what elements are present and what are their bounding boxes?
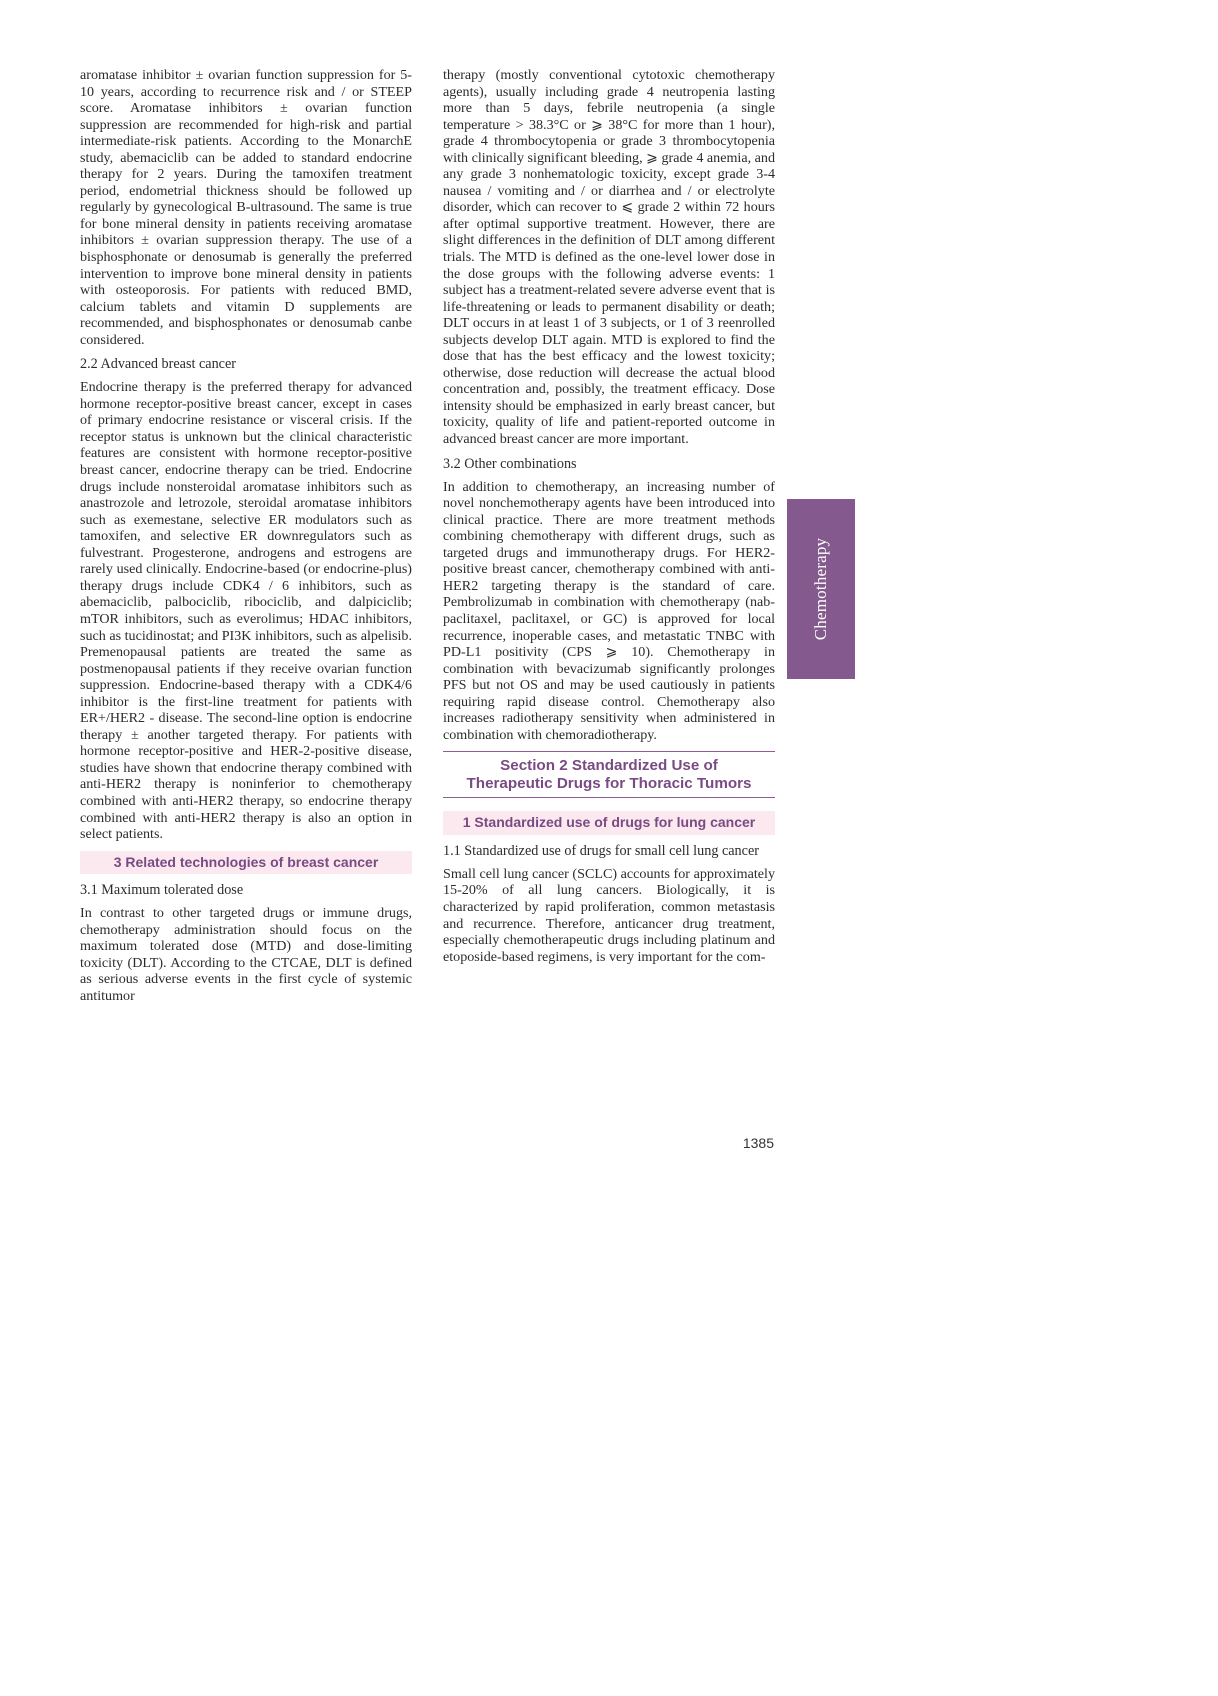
section-title-line-1: Section 2 Standardized Use of <box>500 757 718 775</box>
right-column <box>443 67 775 973</box>
left-column <box>80 67 412 1012</box>
heading-small-cell-lung-cancer: 1.1 Standardized use of drugs for small cell lung cancer <box>443 842 759 859</box>
paragraph-other-combinations: In addition to chemotherapy, an increasing number of novel nonchemotherapy agents have been introduced into clinical practice. There are more treatment methods combining chemotherapy with different drugs, such as targeted drugs and immunotherapy drugs. For HER2-positive breast cancer, chemotherapy combined with anti-HER2 targeting therapy is the standard of care. Pembrolizumab in combination with chemotherapy (nab-paclitaxel, paclitaxel, or GC) is approved for local recurrence, inoperable cases, and metastatic TNBC with PD-L1 positivity (CPS ⩾ 10). Chemotherapy in combination with bevacizumab significantly prolonges PFS but not OS and may be used cautiously in patients requiring rapid disease control. Chemotherapy also increases radiotherapy sensitivity when administered in combination with chemoradiotherapy. <box>443 478 775 743</box>
heading-other-combinations: 3.2 Other combinations <box>443 455 577 472</box>
paragraph-dlt-definition: therapy (mostly conventional cytotoxic chemotherapy agents), usually including grade 4 neutropenia lasting more than 5 days, febrile neutropenia (a single temperature > 38.3°C or ⩾ 38°C for more than 1 hour), grade 4 thrombocytopenia or grade 3 thrombocytopenia with clinically significant bleeding, ⩾ grade 4 anemia, and any grade 3 nonhematologic toxicity, except grade 3-4 nausea / vomiting and / or diarrhea and / or electrolyte disorder, which can recover to ⩽ grade 2 within 72 hours after optimal supportive treatment. However, there are slight differences in the definition of DLT among different trials. The MTD is defined as the one-level lower dose in the dose groups with the following adverse events: 1 subject has a treatment-related severe adverse event that is life-threatening or leads to permanent disability or death; DLT occurs in at least 1 of 3 subjects, or 1 of 3 reenrolled subjects develop DLT again. MTD is explored to find the dose that has the best efficacy and the lowest toxicity; otherwise, dose reduction will decrease the actual blood concentration and, possibly, the treatment efficacy. Dose intensity should be emphasized in early breast cancer, but toxicity, quality of life and patient-reported outcome in advanced breast cancer are more important. <box>443 67 775 448</box>
section-title-line-2: Therapeutic Drugs for Thoracic Tumors <box>466 775 752 793</box>
heading-related-technologies: 3 Related technologies of breast cancer <box>80 851 412 875</box>
heading-lung-cancer-drugs: 1 Standardized use of drugs for lung cancer <box>443 811 775 835</box>
chapter-side-tab-label: Chemotherapy <box>811 537 831 641</box>
paragraph-advanced-breast-cancer: Endocrine therapy is the preferred therapy for advanced hormone receptor-positive breast cancer, except in cases of primary endocrine resistance or visceral crisis. If the receptor status is unknown but the clinical characteristic features are consistent with hormone receptor-positive breast cancer, endocrine therapy can be tried. Endocrine drugs include nonsteroidal aromatase inhibitors such as anastrozole and letrozole, steroidal aromatase inhibitors such as exemestane, selective ER modulators such as tamoxifen, and selective ER downregulators such as fulvestrant. Progesterone, androgens and estrogens are rarely used clinically. Endocrine-based (or endocrine-plus) therapy drugs include CDK4 / 6 inhibitors, such as abemaciclib, palbociclib, ribociclib, and dalpiciclib; mTOR inhibitors, such as everolimus; HDAC inhibitors, such as tucidinostat; and PI3K inhibitors, such as alpelisib. Premenopausal patients are treated the same as postmenopausal patients if they receive ovarian function suppression. Endocrine-based therapy with a CDK4/6 inhibitor is the first-line treatment for patients with ER+/HER2 - disease. The second-line option is endocrine therapy ± another targeted therapy. For patients with hormone receptor-positive and HER-2-positive disease, studies have shown that endocrine therapy combined with anti-HER2 therapy is noninferior to chemotherapy combined with anti-HER2 therapy, so endocrine therapy combined with anti-HER2 therapy is also an option in select patients. <box>80 379 412 843</box>
heading-advanced-breast-cancer: 2.2 Advanced breast cancer <box>80 356 236 373</box>
paragraph-sclc: Small cell lung cancer (SCLC) accounts for approximately 15-20% of all lung cancers. Biologically, it is characterized by rapid proliferation, common metastasis and recurrence. Therefore, anticancer drug treatment, especially chemotherapeutic drugs including platinum and etoposide-based regimens, is very important for the com- <box>443 865 775 965</box>
heading-maximum-tolerated-dose: 3.1 Maximum tolerated dose <box>80 882 244 899</box>
chapter-side-tab <box>787 499 855 679</box>
paragraph-maximum-tolerated-dose: In contrast to other targeted drugs or immune drugs, chemotherapy administration should focus on the maximum tolerated dose (MTD) and dose-limiting toxicity (DLT). According to the CTCAE, DLT is defined as serious adverse events in the first cycle of systemic antitumor <box>80 905 412 1004</box>
paragraph-endocrine-adjuvant: aromatase inhibitor ± ovarian function suppression for 5-10 years, according to recurrence risk and / or STEEP score. Aromatase inhibitors ± ovarian function suppression are recommended for high-risk and partial intermediate-risk patients. According to the MonarchE study, abemaciclib can be added to standard endocrine therapy for 2 years. During the tamoxifen treatment period, endometrial thickness should be followed up regularly by gynecological B-ultrasound. The same is true for bone mineral density in patients receiving aromatase inhibitors ± ovarian suppression therapy. The use of a bisphosphonate or denosumab is generally the preferred intervention to improve bone mineral density in patients with osteoporosis. For patients with reduced BMD, calcium tablets and vitamin D supplements are recommended, and bisphosphonates or denosumab canbe considered. <box>80 67 412 348</box>
page-number: 1385 <box>742 1135 774 1151</box>
section-title-box <box>443 751 775 798</box>
